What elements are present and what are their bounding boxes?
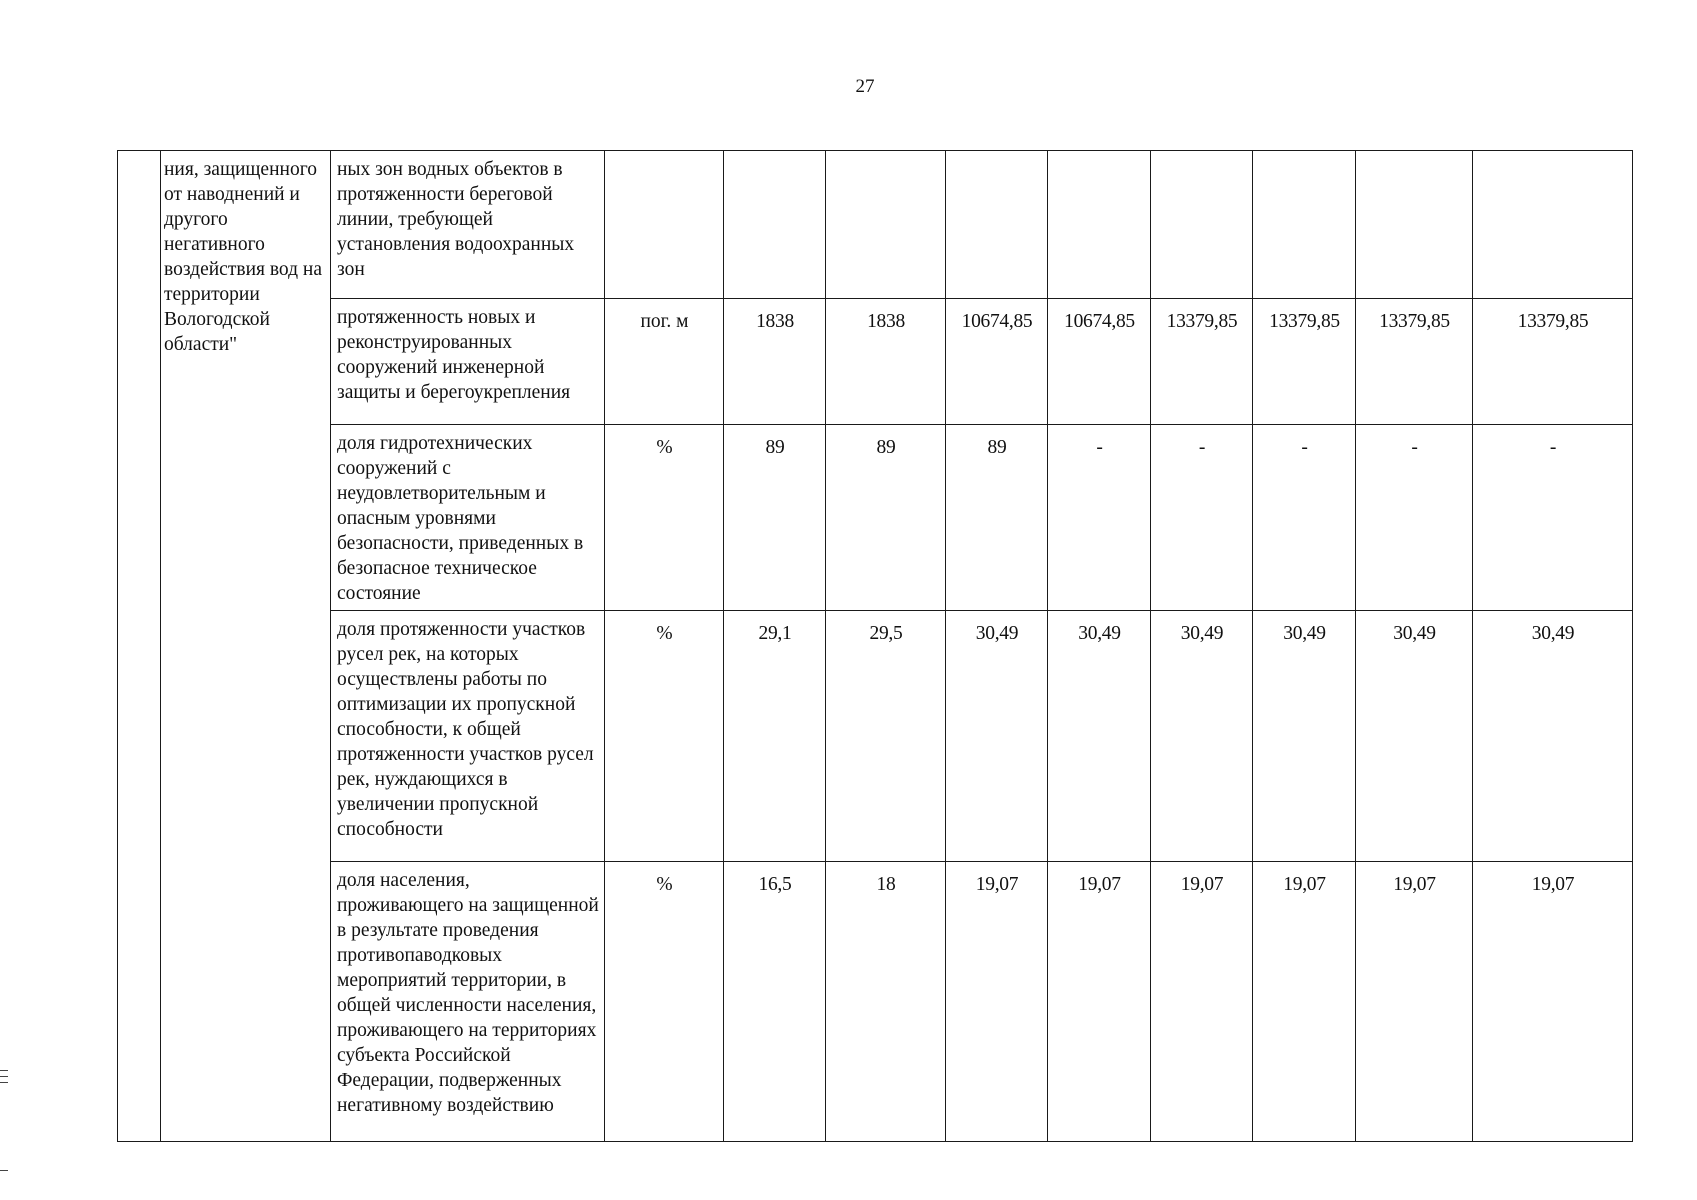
table-row [118, 151, 1633, 299]
value-cell [1253, 151, 1356, 299]
value-cell: 29,5 [826, 611, 946, 862]
table-row [118, 862, 1633, 1142]
unit-cell [605, 151, 724, 299]
value-cell [1473, 151, 1633, 299]
value-cell: 89 [946, 425, 1048, 611]
unit-cell: % [605, 611, 724, 862]
indicator-name-cell: ных зон водных объектов в протяженности береговой линии, требующей установления водоохранных зон [331, 151, 605, 299]
value-cell: 13379,85 [1151, 299, 1253, 425]
indicator-name-cell: протяженность новых и реконструированных сооружений инженерной защиты и берегоукрепления [331, 299, 605, 425]
value-cell: 19,07 [1473, 862, 1633, 1142]
unit-cell: % [605, 425, 724, 611]
value-cell: 30,49 [946, 611, 1048, 862]
unit-cell: пог. м [605, 299, 724, 425]
value-cell [724, 151, 826, 299]
value-cell: 19,07 [1253, 862, 1356, 1142]
value-cell: 30,49 [1048, 611, 1151, 862]
page-number: 27 [855, 76, 875, 97]
value-cell: 30,49 [1356, 611, 1473, 862]
value-cell: 30,49 [1253, 611, 1356, 862]
value-cell: 10674,85 [946, 299, 1048, 425]
value-cell: 10674,85 [1048, 299, 1151, 425]
indicator-name-cell: доля населения, проживающего на защищенной в результате проведения противопаводковых мероприятий территории, в общей численности населения, проживающего на территориях субъекта Российской Федерации, подверженных негативному воздействию [331, 862, 605, 1142]
number-cell [118, 151, 161, 1142]
value-cell: 30,49 [1473, 611, 1633, 862]
value-cell [826, 151, 946, 299]
value-cell: 29,1 [724, 611, 826, 862]
value-cell: 1838 [724, 299, 826, 425]
value-cell: - [1048, 425, 1151, 611]
indicator-name-cell: доля протяженности участков русел рек, на которых осуществлены работы по оптимизации их пропускной способности, к общей протяженности участков русел рек, нуждающихся в увеличении пропускной способности [331, 611, 605, 862]
value-cell: 13379,85 [1253, 299, 1356, 425]
value-cell: 13379,85 [1473, 299, 1633, 425]
table-row [118, 425, 1633, 611]
table-row [118, 611, 1633, 862]
value-cell: 19,07 [946, 862, 1048, 1142]
value-cell [946, 151, 1048, 299]
value-cell: 19,07 [1151, 862, 1253, 1142]
scan-artifact [0, 1070, 8, 1071]
value-cell: 89 [724, 425, 826, 611]
value-cell: - [1151, 425, 1253, 611]
indicator-name-cell: доля гидротехнических сооружений с неудовлетворительным и опасным уровнями безопасности, приведенных в безопасное техническое состояние [331, 425, 605, 611]
scan-artifact [0, 1170, 8, 1171]
value-cell: - [1253, 425, 1356, 611]
value-cell: 18 [826, 862, 946, 1142]
program-name-cell: ния, защищенного от наводнений и другого негативного воздействия вод на территории Вологодской области" [161, 151, 331, 1142]
unit-cell: % [605, 862, 724, 1142]
value-cell: - [1356, 425, 1473, 611]
table-row [118, 299, 1633, 425]
value-cell: 30,49 [1151, 611, 1253, 862]
value-cell: 89 [826, 425, 946, 611]
value-cell: 19,07 [1356, 862, 1473, 1142]
value-cell: - [1473, 425, 1633, 611]
indicators-table [117, 150, 1633, 1142]
scan-artifact [0, 1076, 8, 1077]
value-cell: 19,07 [1048, 862, 1151, 1142]
value-cell: 1838 [826, 299, 946, 425]
value-cell [1356, 151, 1473, 299]
value-cell: 16,5 [724, 862, 826, 1142]
value-cell [1151, 151, 1253, 299]
value-cell [1048, 151, 1151, 299]
value-cell: 13379,85 [1356, 299, 1473, 425]
scan-artifact [0, 1082, 8, 1083]
